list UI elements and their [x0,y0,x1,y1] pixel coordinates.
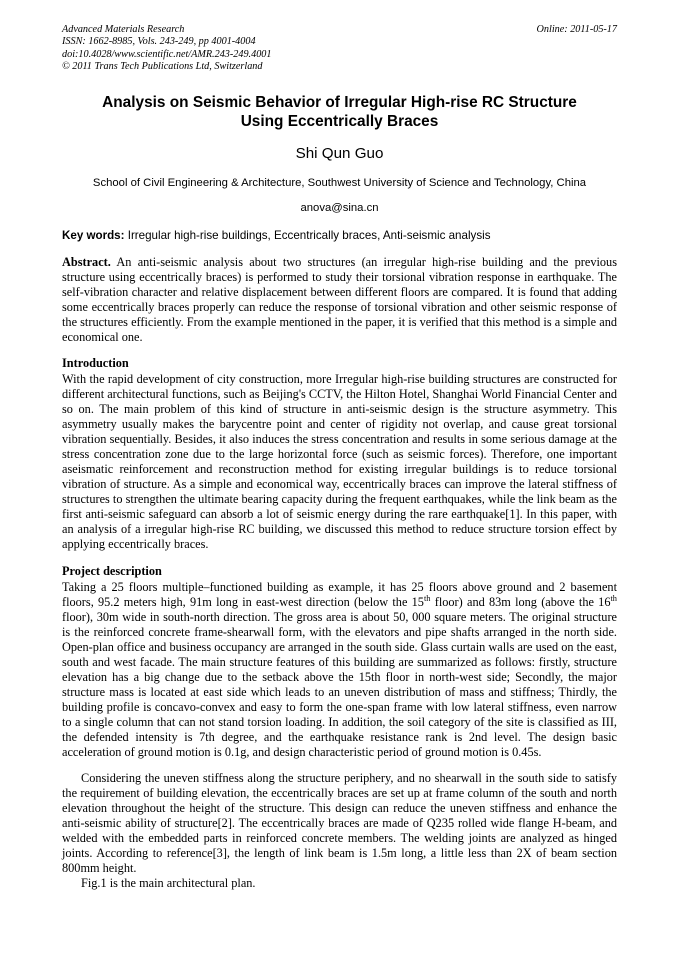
journal-header-block [62,24,617,74]
page-title [76,93,603,132]
paper-title-line-1: Analysis on Seismic Behavior of Irregular High-rise RC Structure [102,93,577,111]
doi-line: doi:10.4028/www.scientific.net/AMR.243-249.4001 [62,48,272,60]
issn-volume-pages: ISSN: 1662-8985, Vols. 243-249, pp 4001-4004 [62,36,256,48]
keywords-value: Irregular high-rise buildings, Eccentrically braces, Anti-seismic analysis [124,228,491,242]
journal-name: Advanced Materials Research [62,24,185,35]
abstract-paragraph [62,255,617,345]
online-publication-date: Online: 2011-05-17 [536,24,617,35]
keywords-label: Key words: [62,228,125,242]
introduction-paragraph: With the rapid development of city construction, more Irregular high-rise building structures are constructed for different architectural functions, such as Beijing's CCTV, the Hilton Hotel, Shanghai World Financial Center and so on. The main problem of this kind of structure in anti-seismic design is the structure asymmetry. This asymmetry usually makes the barycentre point and center of rigidity not overlap, and cause great torsional vibration sequentially. Besides, it also induces the stress concentration and results in some serious damage at the stress concentration zone due to the large horizontal force (such as seismic forces). Therefore, one important aseismatic reinforcement and reconstruction method for existing irregular buildings is to reduce torsional vibration of structure. As a simple and economical way, eccentrically braces can improve the lateral stiffness of structures to strengthen the ultimate bearing capacity during the frequent earthquakes, while the link beam as the first anti-seismic safeguard can absorb a lot of seismic energy during the rare earthquake[1]. In this paper, with an analysis of a irregular high-rise RC building, we discussed this method to reduce structure torsion effect by applying eccentrically braces. [62,371,617,552]
pd-p1-part-c: floor), 30m wide in south-north direction. The gross area is about 50, 000 square meters. The original structure is the reinforced concrete frame-shearwall form, with the elevators and pipe shafts arranged in the north side. Open-plan office and business occupancy are arranged in the south side. Glass curtain walls are used on the east, south and west facade. The main structure features of this building are summarized as follows: firstly, structure elevation has a big change due to the setback above the 15th floor in north-west side; Secondly, the major structure mass is located at east side which leads to an uneven distribution of mass and stiffness; Thirdly, the building profile is concavo-convex and easy to form the one-span frame with low lateral stiffness, even narrow to a single column that can not stand torsion loading. In addition, the soil category of the site is classified as III, the defended intensity is 7th degree, and the earthquake resistance rank is 2nd level. The design basic acceleration of ground motion is 0.1g, and design characteristic period of ground motion is 0.45s. [62,609,617,760]
copyright-line: © 2011 Trans Tech Publications Ltd, Switzerland [62,61,263,73]
author-name: Shi Qun Guo [295,144,384,162]
abstract-text: An anti-seismic analysis about two structures (an irregular high-rise building and the previous structure using eccentrically braces) is performed to study their torsional vibration response in earthquake. The self-vibration character and relative displacement between different floors are compared. It is found that adding some eccentrically braces properly can reduce the response of torsional vibration and other seismic response of the structures efficiently. From the example mentioned in the paper, it is verified that this method is a simple and economical one. [62,254,617,344]
abstract-label: Abstract. [62,254,111,269]
project-description-paragraph-3: Fig.1 is the main architectural plan. [81,876,256,891]
pd-p1-ordinal-15th: th [423,593,431,603]
project-description-paragraph-2: Considering the uneven stiffness along the structure periphery, and no shearwall in the south side to satisfy the requirement of building elevation, the eccentrically braces are set up at frame column of the south and north elevation throughout the height of the structure. This design can reduce the uneven stiffness and enhance the anti-seismic ability of structure[2]. The eccentrically braces are made of Q235 rolled wide flange H-beam, and welded with the embedded parts in reinforced concrete members. The welding joints are analyzed as hinged joints. According to reference[3], the length of link beam is 1.5m long, a little less than 2X of beam section 800mm height. [62,771,617,876]
section-heading-project-description: Project description [62,563,162,578]
author-email: anova@sina.cn [300,201,379,214]
paper-title-line-2: Using Eccentrically Braces [240,113,439,131]
keywords-line [62,228,617,243]
pd-p1-ordinal-16th: th [610,593,617,603]
section-heading-introduction: Introduction [62,355,129,370]
project-description-paragraph-1 [62,580,617,761]
pd-p1-part-a: Taking a 25 floors multiple–functioned building as example, it has 25 floors above ground and 2 basement floors, 95.2 meters high, 91m long in east-west direction (below the 15 [62,579,617,609]
pd-p1-part-b: floor) and 83m long (above the 16 [430,594,611,609]
author-affiliation: School of Civil Engineering & Architecture, Southwest University of Science and Technology, China [92,176,587,189]
